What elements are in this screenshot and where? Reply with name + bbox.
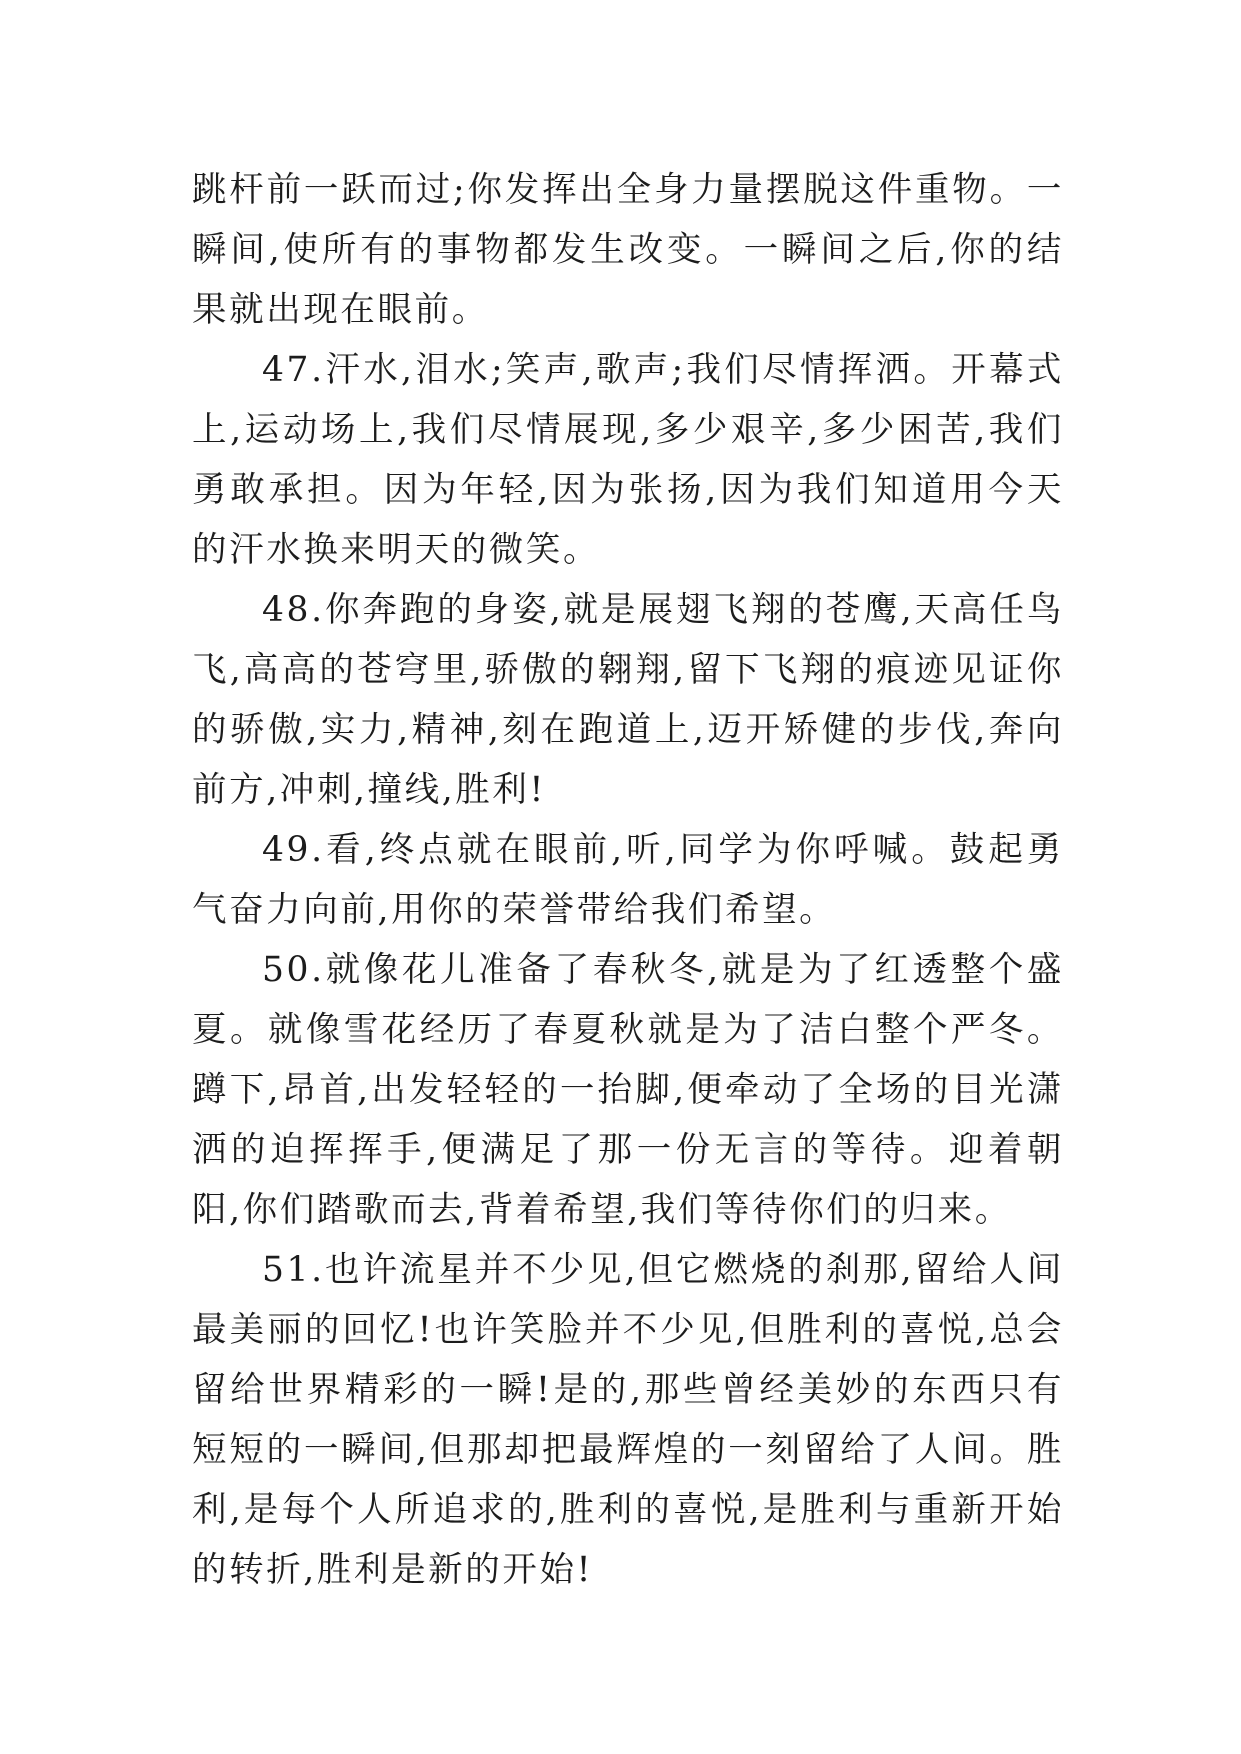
paragraph-item-51: 51.也许流星并不少见,但它燃烧的刹那,留给人间最美丽的回忆!也许笑脸并不少见,但胜利的喜悦,总会留给世界精彩的一瞬!是的,那些曾经美妙的东西只有短短的一瞬间,但那却把最辉煌的一刻留给了人间。胜利,是每个人所追求的,胜利的喜悦,是胜利与重新开始的转折,胜利是新的开始!: [192, 1250, 1064, 1590]
paragraph-item-47: 47.汗水,泪水;笑声,歌声;我们尽情挥洒。开幕式上,运动场上,我们尽情展现,多少艰辛,多少困苦,我们勇敢承担。因为年轻,因为张扬,因为我们知道用今天的汗水换来明天的微笑。: [192, 350, 1064, 570]
paragraph-item-49: 49.看,终点就在眼前,听,同学为你呼喊。鼓起勇气奋力向前,用你的荣誉带给我们希望。: [192, 830, 1064, 930]
paragraph-item-50: 50.就像花儿准备了春秋冬,就是为了红透整个盛夏。就像雪花经历了春夏秋就是为了洁白整个严冬。蹲下,昂首,出发轻轻的一抬脚,便牵动了全场的目光潇洒的迫挥挥手,便满足了那一份无言的等待。迎着朝阳,你们踏歌而去,背着希望,我们等待你们的归来。: [192, 950, 1064, 1230]
paragraph-item-48: 48.你奔跑的身姿,就是展翅飞翔的苍鹰,天高任鸟飞,高高的苍穹里,骄傲的翱翔,留下飞翔的痕迹见证你的骄傲,实力,精神,刻在跑道上,迈开矫健的步伐,奔向前方,冲刺,撞线,胜利!: [192, 590, 1064, 810]
paragraph-continuation: 跳杆前一跃而过;你发挥出全身力量摆脱这件重物。一瞬间,使所有的事物都发生改变。一瞬间之后,你的结果就出现在眼前。: [192, 170, 1064, 330]
document-body: [192, 160, 1064, 1600]
